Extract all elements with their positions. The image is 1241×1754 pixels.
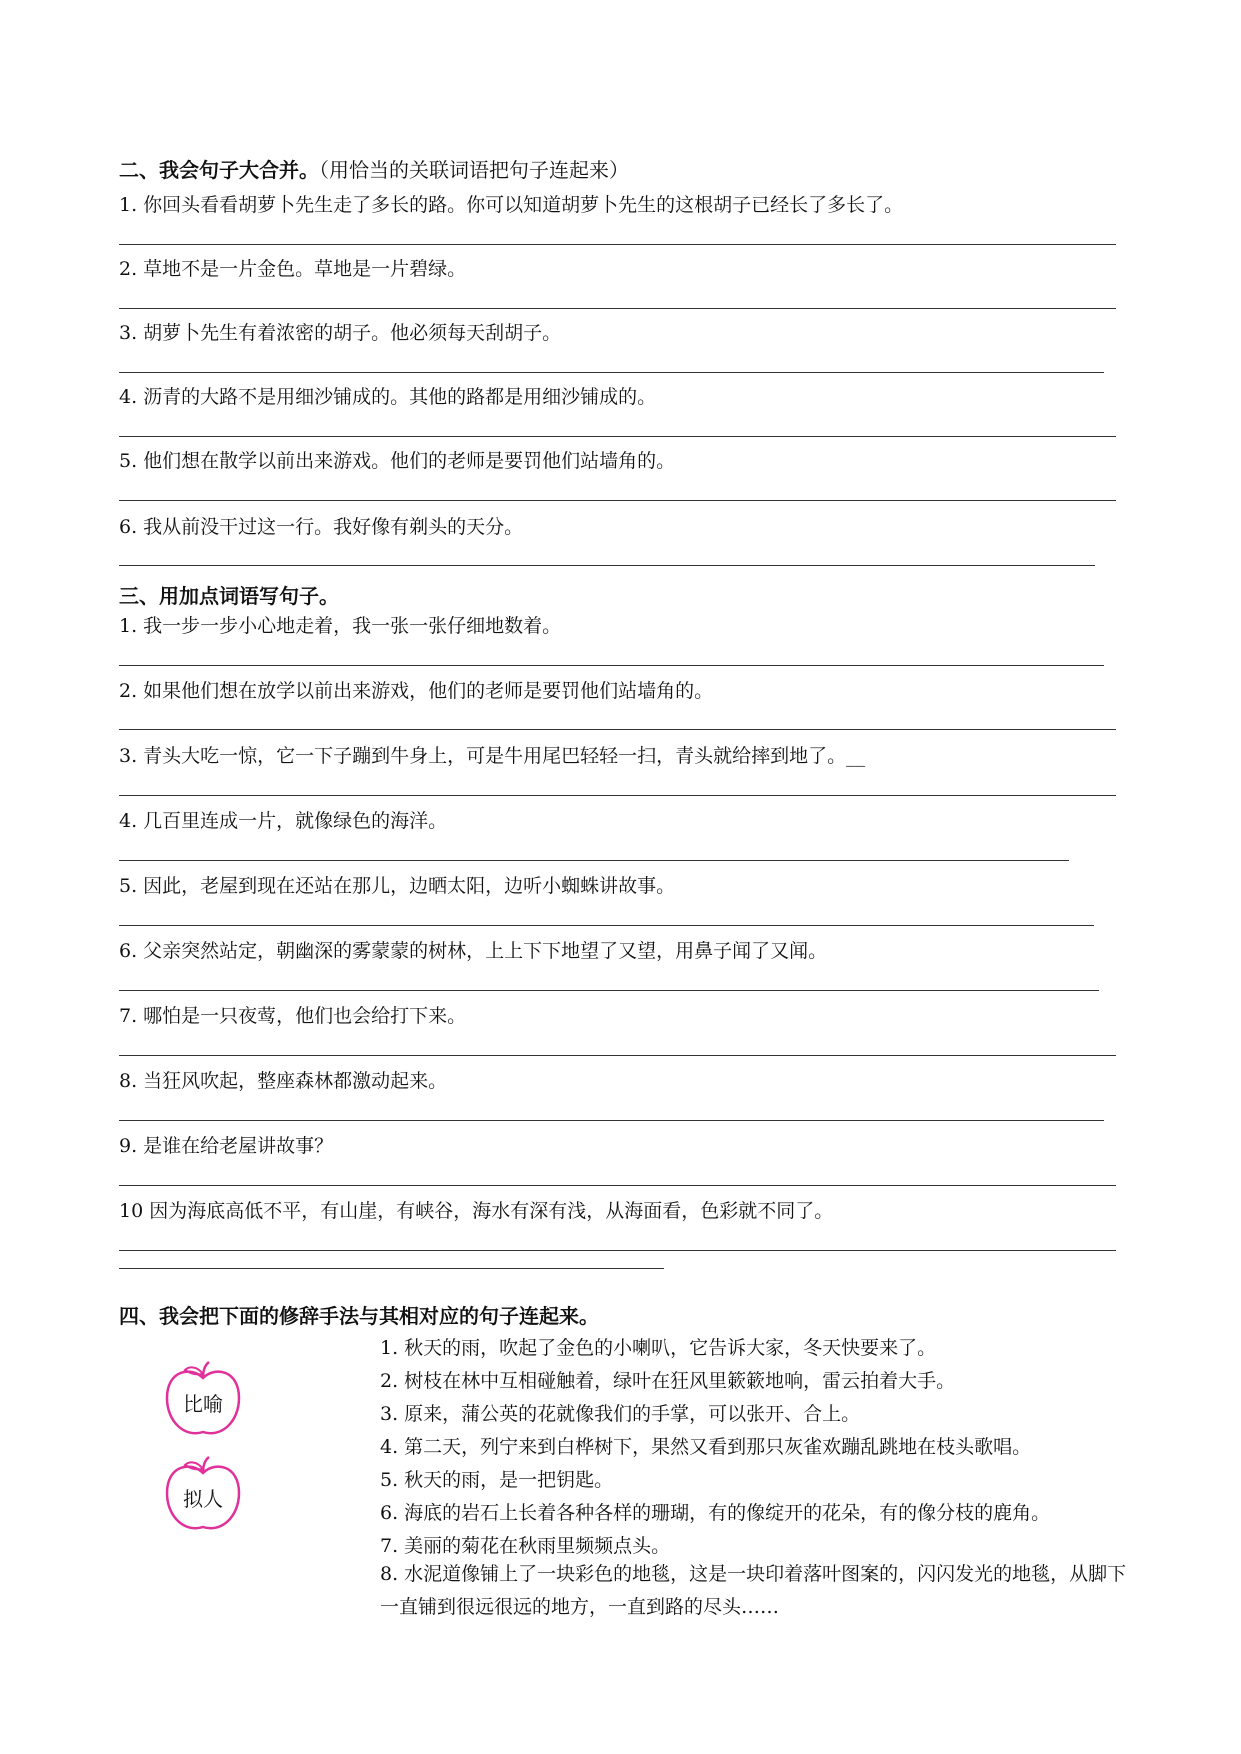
answer-line[interactable] (119, 372, 1104, 373)
answer-line[interactable] (119, 500, 1116, 501)
answer-line[interactable] (119, 925, 1094, 926)
item-part-a: 5. 他们想在散学以前出来游戏。 (119, 450, 391, 472)
section3-item-10: 10 因为海底高低不平，有山崖，有峡谷，海水有深有浅，从海面看，色彩就不同了。 (119, 1200, 834, 1222)
section2-item-2 (119, 254, 466, 281)
item-part-a: 6. 我从前没干过这一行。 (119, 516, 334, 538)
answer-line[interactable] (119, 795, 1116, 796)
section3-item-4: 4. 几百里连成一片，就像绿色的海洋。 (119, 810, 448, 832)
answer-line[interactable] (119, 1250, 1116, 1251)
item-part-b: 其他的路都是用细沙铺成的。 (409, 386, 657, 408)
answer-line[interactable] (119, 1055, 1116, 1056)
section2-title (119, 154, 629, 183)
apple-label-simile[interactable] (163, 1360, 243, 1442)
item-part-a: 1. 你回头看看胡萝卜先生走了多长的路。 (119, 194, 467, 216)
section3-item-8: 8. 当狂风吹起，整座森林都激动起来。 (119, 1070, 448, 1092)
section2-item-4 (119, 382, 656, 409)
item-part-b: 他们的老师是要罚他们站墙角的。 (390, 450, 676, 472)
section4-title (119, 1300, 599, 1329)
answer-line[interactable] (119, 565, 1095, 566)
item-part-a: 3. 胡萝卜先生有着浓密的胡子。 (119, 322, 391, 344)
section3-item-3: 3. 青头大吃一惊，它一下子蹦到牛身上，可是牛用尾巴轻轻一扫，青头就给摔到地了。__ (119, 745, 866, 767)
item-part-a: 4. 沥青的大路不是用细沙铺成的。 (119, 386, 410, 408)
apple-label-personification[interactable] (163, 1455, 243, 1537)
answer-line[interactable] (119, 436, 1116, 437)
item-part-b: 他必须每天刮胡子。 (390, 322, 562, 344)
section3-item-5: 5. 因此，老屋到现在还站在那儿，边晒太阳，边听小蜘蛛讲故事。 (119, 875, 676, 897)
section2-item-1 (119, 190, 903, 217)
item-part-b: 草地是一片碧绿。 (314, 258, 467, 280)
rhetoric-sentence-2[interactable]: 2. 树枝在林中互相碰触着，绿叶在狂风里簌簌地响，雷云拍着大手。 (380, 1370, 956, 1392)
rhetoric-sentence-4[interactable]: 4. 第二天，列宁来到白桦树下，果然又看到那只灰雀欢蹦乱跳地在枝头歌唱。 (380, 1436, 1032, 1458)
section3-item-7: 7. 哪怕是一只夜莺，他们也会给打下来。 (119, 1005, 467, 1027)
section2-item-5 (119, 446, 675, 473)
section3-item-9: 9. 是谁在给老屋讲故事？ (119, 1135, 334, 1157)
answer-line[interactable] (119, 665, 1104, 666)
answer-line[interactable] (119, 860, 1069, 861)
section4-title-text: 四、我会把下面的修辞手法与其相对应的句子连起来。 (119, 1304, 599, 1328)
label-simile: 比喻 (183, 1392, 223, 1416)
item-part-a: 2. 草地不是一片金色。 (119, 258, 315, 280)
label-personification: 拟人 (183, 1487, 223, 1511)
answer-line[interactable] (119, 1185, 1116, 1186)
item-part-b: 我好像有剃头的天分。 (333, 516, 524, 538)
rhetoric-sentence-7[interactable]: 7. 美丽的菊花在秋雨里频频点头。 (380, 1535, 671, 1557)
answer-line[interactable] (119, 1120, 1104, 1121)
section3-item-1: 1. 我一步一步小心地走着，我一张一张仔细地数着。 (119, 615, 562, 637)
answer-line[interactable] (119, 244, 1116, 245)
rhetoric-sentence-8[interactable]: 8. 水泥道像铺上了一块彩色的地毯，这是一块印着落叶图案的，闪闪发光的地毯，从脚下一直铺到很远很远的地方，一直到路的尽头…… (380, 1563, 1127, 1618)
rhetoric-sentence-3[interactable]: 3. 原来，蒲公英的花就像我们的手掌，可以张开、合上。 (380, 1403, 861, 1425)
answer-line[interactable] (119, 990, 1099, 991)
section3-title (119, 580, 339, 609)
section3-title-text: 三、用加点词语写句子。 (119, 584, 339, 608)
section2-item-3 (119, 318, 561, 345)
rhetoric-sentence-5[interactable]: 5. 秋天的雨，是一把钥匙。 (380, 1469, 614, 1491)
section2-title-text: 二、我会句子大合并。 (119, 158, 319, 182)
rhetoric-sentence-1[interactable]: 1. 秋天的雨，吹起了金色的小喇叭，它告诉大家，冬天快要来了。 (380, 1337, 937, 1359)
section3-item-6: 6. 父亲突然站定，朝幽深的雾蒙蒙的树林，上上下下地望了又望，用鼻子闻了又闻。 (119, 940, 828, 962)
answer-line[interactable] (119, 1268, 664, 1269)
item-part-b: 你可以知道胡萝卜先生的这根胡子已经长了多长了。 (466, 194, 904, 216)
section2-note: （用恰当的关联词语把句子连起来） (319, 158, 629, 182)
section2-item-6 (119, 512, 523, 539)
answer-line[interactable] (119, 729, 1116, 730)
section3-item-2: 2. 如果他们想在放学以前出来游戏，他们的老师是要罚他们站墙角的。 (119, 680, 714, 702)
rhetoric-sentence-6[interactable]: 6. 海底的岩石上长着各种各样的珊瑚，有的像绽开的花朵，有的像分枝的鹿角。 (380, 1502, 1051, 1524)
answer-line[interactable] (119, 308, 1116, 309)
